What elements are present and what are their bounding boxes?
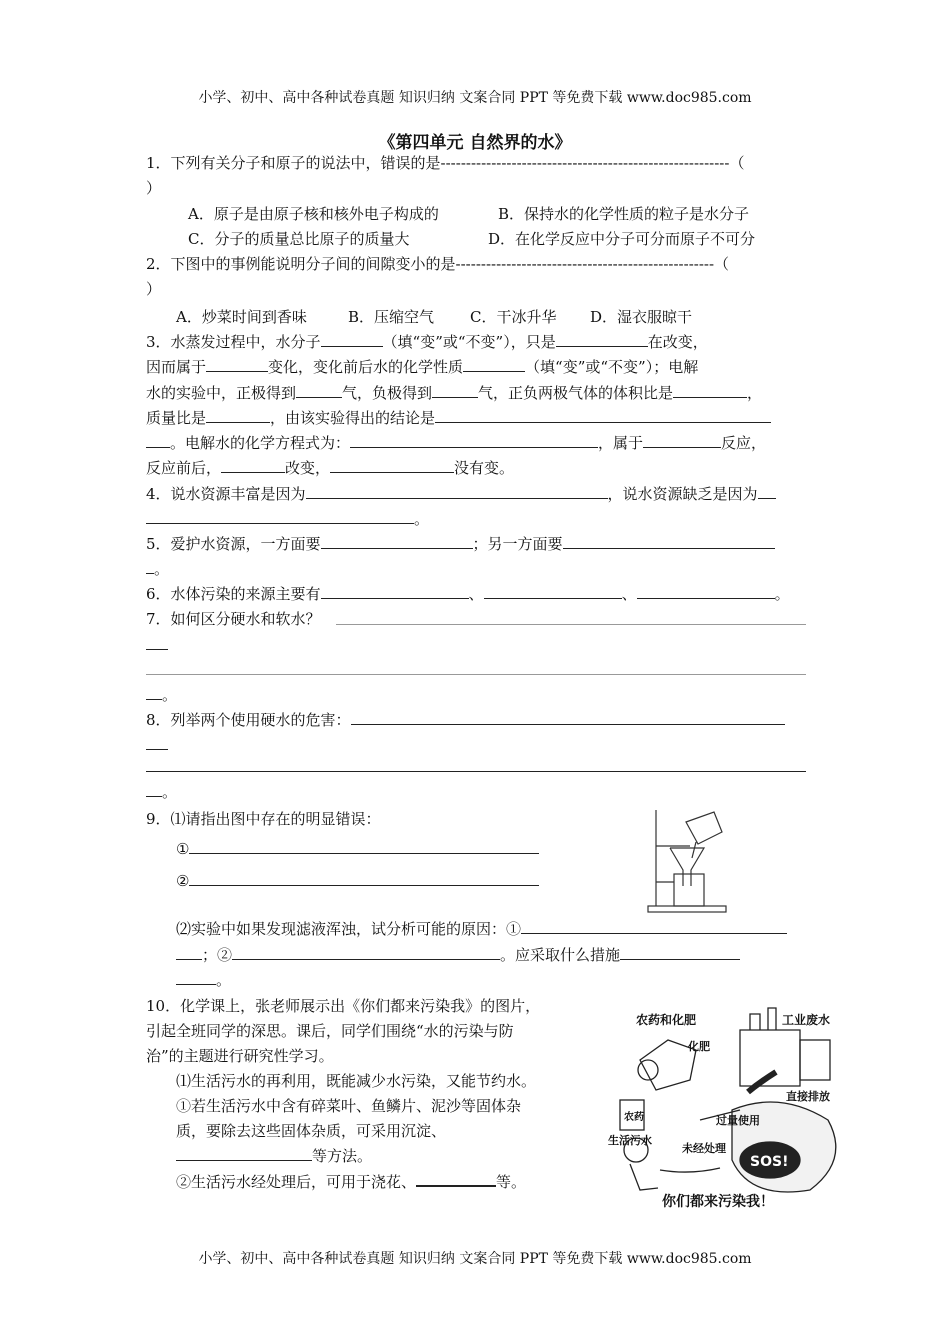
- q2-stem: 2．下图中的事例能说明分子间的间隙变小的是---------------------------------------------------（: [146, 255, 730, 273]
- cartoon-caption: 你们都来污染我！: [662, 1194, 774, 1210]
- q8-answer-line-2: [146, 749, 168, 750]
- q2-paren: ）: [146, 280, 162, 298]
- q7-answer-line-1: [336, 624, 806, 625]
- q9-part2-line2: ；② 。应采取什么措施: [176, 944, 740, 965]
- q10-line7: 等方法。: [176, 1145, 372, 1166]
- cartoon-label-pesticide: 农药和化肥: [636, 1013, 697, 1027]
- q5-line2: 。: [146, 558, 169, 579]
- q2-option-b: B．压缩空气: [348, 308, 435, 326]
- q7-answer-line-2: [146, 649, 168, 650]
- q8-end: 。: [146, 781, 177, 802]
- q10-line1: 10．化学课上，张老师展示出《你们都来污染我》的图片，: [146, 997, 541, 1015]
- filtration-apparatus-figure: [640, 806, 730, 916]
- cartoon-label-overuse: 过量使用: [716, 1114, 760, 1127]
- q1-option-b: B．保持水的化学性质的粒子是水分子: [498, 205, 750, 223]
- q9-error-2: ②: [176, 870, 539, 890]
- q1-option-d: D．在化学反应中分子可分而原子不可分: [488, 230, 756, 248]
- page-footer: 小学、初中、高中各种试卷真题 知识归纳 文案合同 PPT 等免费下载 www.doc985.com: [198, 1251, 752, 1267]
- q2-option-a: A．炒菜时间到香味: [176, 308, 307, 326]
- q3-line6: 反应前后， 改变， 没有变。: [146, 459, 515, 477]
- cartoon-sos-text: SOS!: [750, 1154, 789, 1170]
- q10-line4: ⑴生活污水的再利用，既能减少水污染，又能节约水。: [176, 1072, 537, 1090]
- q1-stem: 1．下列有关分子和原子的说法中，错误的是---------------------------------------------------------（: [146, 154, 745, 172]
- q8-answer-line-3: [146, 771, 806, 772]
- q10-line2: 引起全班同学的深思。课后，同学们围绕“水的污染与防: [146, 1022, 514, 1040]
- q3-line1: 3．水蒸发过程中，水分子 （填“变”或“不变”），只是 在改变，: [146, 333, 708, 351]
- q10-line3: 治”的主题进行研究性学习。: [146, 1047, 334, 1065]
- q10-line8: ②生活污水经处理后，可用于浇花、 等。: [176, 1170, 526, 1192]
- page-title: 《第四单元 自然界的水》: [378, 133, 572, 153]
- q2-option-c: C．干冰升华: [470, 308, 557, 326]
- page-header: 小学、初中、高中各种试卷真题 知识归纳 文案合同 PPT 等免费下载 www.doc985.com: [198, 90, 752, 106]
- cartoon-label-fertilizer: 化肥: [688, 1040, 710, 1053]
- cartoon-label-pesticide-bottle: 农药: [624, 1112, 644, 1123]
- cartoon-label-domestic: 生活污水: [608, 1134, 652, 1147]
- q3-line2: 因而属于 变化，变化前后水的化学性质 （填“变”或“不变”）；电解: [146, 358, 699, 376]
- q9-error-1: ①: [176, 838, 539, 858]
- q9-part2-line3: 。: [176, 969, 231, 990]
- q7-end: 。: [146, 684, 177, 705]
- q1-option-a: A．原子是由原子核和核外电子构成的: [188, 205, 439, 223]
- q4-line1: 4．说水资源丰富是因为 ，说水资源缺乏是因为: [146, 483, 776, 504]
- q2-option-d: D．湿衣服晾干: [590, 308, 693, 326]
- q3-line5: 。电解水的化学方程式为： ，属于 反应，: [146, 432, 766, 453]
- q10-line5: ①若生活污水中含有碎菜叶、鱼鳞片、泥沙等固体杂: [176, 1097, 522, 1115]
- q4-line2: 。: [146, 508, 429, 529]
- q9-part2-line1: ⑵实验中如果发现滤液浑浊，试分析可能的原因：①: [176, 918, 787, 939]
- q5-line1: 5．爱护水资源，一方面要 ；另一方面要: [146, 533, 775, 554]
- cartoon-label-untreated: 未经处理: [682, 1142, 726, 1155]
- pollution-cartoon-figure: [600, 1000, 862, 1212]
- q7-stem: 7．如何区分硬水和软水？: [146, 610, 321, 628]
- q1-paren: ）: [146, 179, 162, 197]
- q7-answer-line-3: [146, 674, 806, 675]
- cartoon-label-industry: 工业废水: [782, 1013, 831, 1027]
- q3-line4: 质量比是 ，由该实验得出的结论是: [146, 407, 771, 428]
- q10-line6: 质，要除去这些固体杂质，可采用沉淀、: [176, 1122, 447, 1140]
- cartoon-label-direct: 直接排放: [786, 1090, 830, 1103]
- q3-line3: 水的实验中，正极得到 气，负极得到 气，正负两极气体的体积比是 ，: [146, 384, 763, 402]
- q9-stem: 9．⑴请指出图中存在的明显错误：: [146, 810, 381, 828]
- q6-line: 6．水体污染的来源主要有 、 、 。: [146, 585, 790, 603]
- q1-option-c: C．分子的质量总比原子的质量大: [188, 230, 410, 248]
- q8-stem: 8．列举两个使用硬水的危害：: [146, 709, 785, 730]
